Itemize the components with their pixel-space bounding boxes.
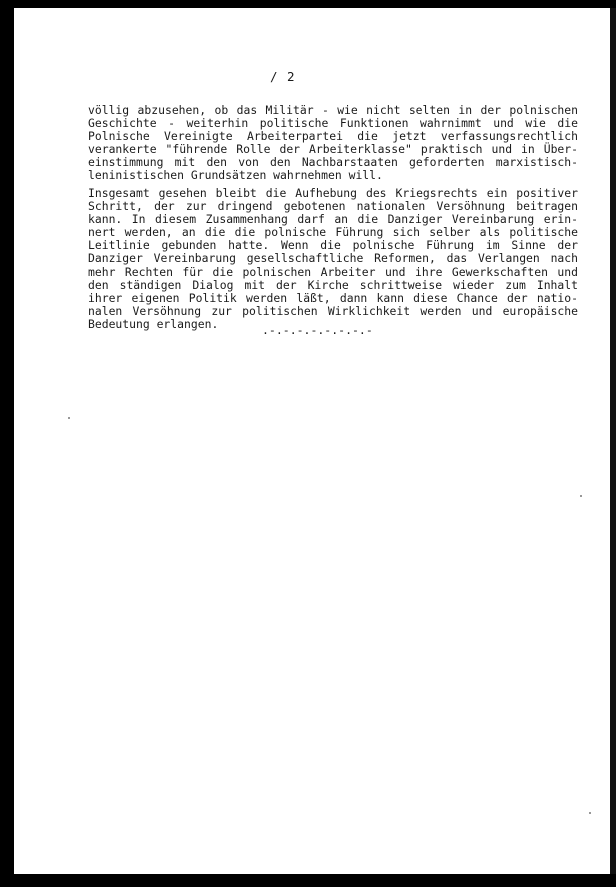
text-line: Geschichte - weiterhin politische Funktionen wahrnimmt und wie die [88, 116, 578, 131]
text-line: einstimmung mit den von den Nachbarstaaten geforderten marxistisch- [88, 155, 578, 170]
scan-edge [610, 8, 616, 874]
text-line: Polnische Vereinigte Arbeiterpartei die jetzt verfassungsrechtlich [88, 129, 578, 144]
paragraph-2 [88, 187, 578, 331]
end-marker: .-.-.-.-.-.-.-.- [262, 323, 373, 337]
scan-speck [580, 495, 582, 497]
scan-speck [68, 417, 70, 419]
text-line: den ständigen Dialog mit der Kirche schrittweise wieder zum Inhalt [88, 277, 578, 292]
text-line: kann. In diesem Zusammenhang darf an die Danziger Vereinbarung erin- [88, 212, 578, 227]
text-line: mehr Rechten für die polnischen Arbeiter und ihre Gewerkschaften und [88, 264, 578, 279]
paragraph-1 [88, 104, 578, 183]
text-line: Leitlinie gebunden hatte. Wenn die polnische Führung im Sinne der [88, 238, 578, 253]
text-line: ihrer eigenen Politik werden läßt, dann kann diese Chance der natio- [88, 290, 578, 305]
text-line: leninistischen Grundsätzen wahrnehmen will. [88, 168, 383, 183]
text-line: verankerte "führende Rolle der Arbeiterklasse" praktisch und in Über- [88, 142, 578, 157]
text-line: Danziger Vereinbarung gesellschaftliche Reformen, das Verlangen nach [88, 251, 578, 266]
text-line: Schritt, der zur dringend gebotenen nationalen Versöhnung beitragen [88, 199, 578, 214]
text-line: völlig abzusehen, ob das Militär - wie nicht selten in der polnischen [88, 103, 578, 117]
text-line: nalen Versöhnung zur politischen Wirklichkeit werden und europäische [88, 303, 578, 318]
page-number: / 2 [270, 69, 296, 84]
text-line: Insgesamt gesehen bleibt die Aufhebung des Kriegsrechts ein positiver [88, 186, 578, 200]
text-line: nert werden, an die die polnische Führung sich selber als politische [88, 225, 578, 240]
scan-speck [589, 812, 591, 814]
text-line: Bedeutung erlangen. [88, 316, 219, 331]
